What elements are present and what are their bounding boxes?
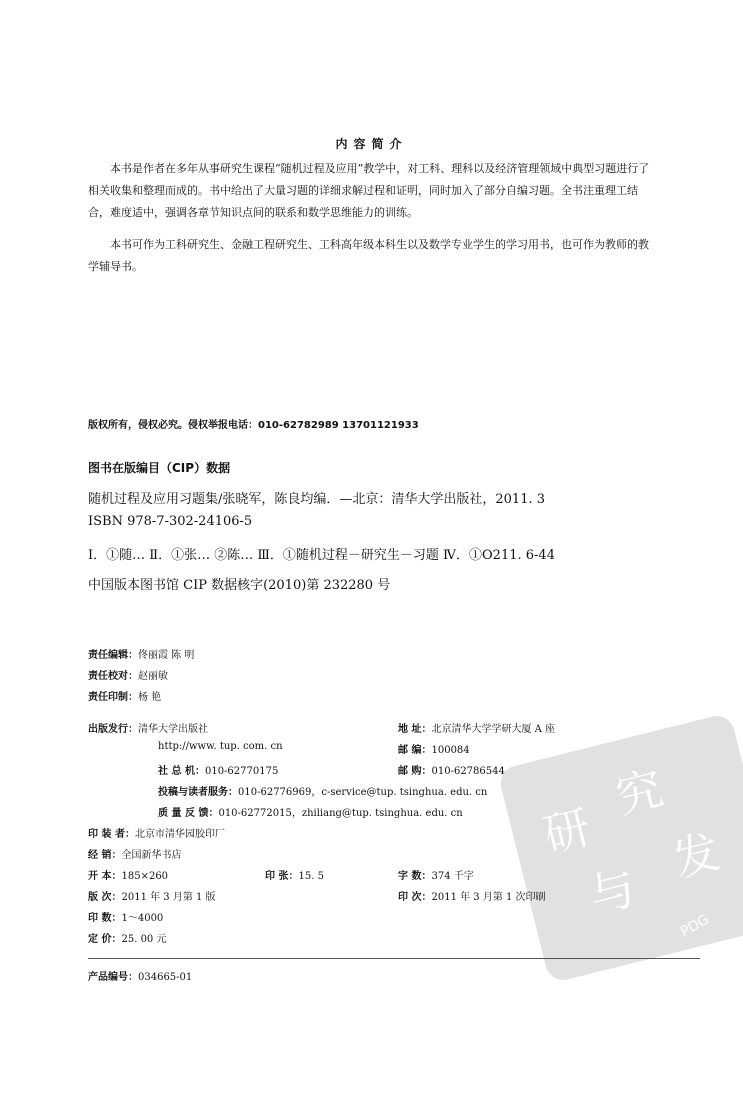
distributor-label: 经 销：: [88, 850, 122, 861]
print-run-value: 1～4000: [121, 913, 164, 924]
cip-line-1: 随机过程及应用习题集/张晓军，陈良均编．—北京：清华大学出版社，2011. 3: [88, 492, 545, 507]
word-count-label: 字 数：: [398, 871, 432, 882]
address-label: 地 址：: [398, 724, 432, 735]
print-manager-row: [88, 688, 161, 703]
issuer-value: 清华大学出版社: [138, 724, 208, 735]
reader-service-label: 投稿与读者服务：: [158, 787, 238, 798]
word-count-value: 374 千字: [431, 871, 474, 882]
issuer-row: [88, 720, 208, 735]
intro-paragraph-2: 本书可作为工科研究生、金融工程研究生、工科高年级本科生以及数学专业学生的学习用书，也可作为教师的教学辅导书。: [88, 238, 649, 273]
proofreader-value: 赵丽敏: [138, 671, 168, 682]
copyright-notice: 版权所有，侵权必究。侵权举报电话：010-62782989 13701121933: [88, 420, 419, 431]
printer-value: 北京市清华园胶印厂: [134, 829, 225, 840]
print-run-row: [88, 909, 163, 924]
cip-heading: 图书在版编目（CIP）数据: [88, 461, 231, 475]
address-value: 北京清华大学学研大厦 A 座: [431, 724, 556, 735]
switchboard-label: 社 总 机：: [158, 766, 205, 777]
intro-paragraph-1: 本书是作者在多年从事研究生课程“随机过程及应用”教学中，对工科、理科以及经济管理领域中典型习题进行了相关收集和整理而成的。书中给出了大量习题的详细求解过程和证明，同时加入了部分自编习题。全书注重理工结合，难度适中，强调各章节知识点间的联系和数学思维能力的训练。: [88, 162, 650, 219]
intro-title: 内容简介: [335, 137, 408, 151]
edition-value: 2011 年 3 月第 1 版: [121, 892, 216, 903]
zip-label: 邮 编：: [398, 745, 432, 756]
address-row: [398, 720, 555, 735]
word-count-row: [398, 867, 474, 882]
impression-label: 印 次：: [398, 892, 432, 903]
cip-classification: Ⅰ．①随… Ⅱ．①张… ②陈… Ⅲ．①随机过程－研究生－习题 Ⅳ．①O211. 6-44: [88, 548, 555, 563]
sheets-label: 印 张：: [265, 871, 299, 882]
printer-label: 印 装 者：: [88, 829, 135, 840]
impression-value: 2011 年 3 月第 1 次印刷: [431, 892, 546, 903]
cip-isbn: ISBN 978-7-302-24106-5: [88, 514, 253, 529]
quality-feedback-row: [158, 804, 463, 819]
print-manager-label: 责任印制：: [88, 692, 138, 703]
edition-label: 版 次：: [88, 892, 122, 903]
print-run-label: 印 数：: [88, 913, 122, 924]
proofreader-row: [88, 667, 168, 682]
editor-label: 责任编辑：: [88, 650, 138, 661]
mail-order-value: 010-62786544: [431, 766, 505, 777]
sheets-row: [265, 867, 324, 882]
price-value: 25. 00 元: [121, 934, 167, 945]
reader-service-row: [158, 783, 487, 798]
distributor-value: 全国新华书店: [121, 850, 182, 861]
sheets-value: 15. 5: [298, 871, 324, 882]
issuer-label: 出版发行：: [88, 724, 138, 735]
price-label: 定 价：: [88, 934, 122, 945]
zip-value: 100084: [431, 745, 470, 756]
cip-record-number: 中国版本图书馆 CIP 数据核字(2010)第 232280 号: [88, 578, 391, 593]
pdg-watermark: PDG: [678, 911, 713, 941]
website-url: http://www. tup. com. cn: [158, 741, 283, 752]
product-number-label: 产品编号：: [88, 972, 138, 983]
proofreader-label: 责任校对：: [88, 671, 138, 682]
divider-line: [88, 958, 700, 959]
zip-row: [398, 741, 470, 756]
printer-row: [88, 825, 225, 840]
product-number-row: [88, 968, 192, 983]
mail-order-label: 邮 购：: [398, 766, 432, 777]
impression-row: [398, 888, 546, 903]
quality-feedback-label: 质 量 反 馈：: [158, 808, 219, 819]
watermark-seal: 研 究 与 发: [497, 712, 743, 984]
edition-row: [88, 888, 216, 903]
format-row: [88, 867, 168, 882]
editor-value: 佟丽霞 陈 明: [138, 650, 195, 661]
switchboard-value: 010-62770175: [204, 766, 279, 777]
price-row: [88, 930, 166, 945]
distributor-row: [88, 846, 181, 861]
mail-order-row: [398, 762, 505, 777]
reader-service-value: 010-62776969，c-service@tup. tsinghua. edu. cn: [238, 787, 488, 798]
product-number-value: 034665-01: [138, 972, 193, 983]
print-manager-value: 杨 艳: [138, 692, 162, 703]
editor-row: [88, 646, 194, 661]
format-value: 185×260: [121, 871, 169, 882]
quality-feedback-value: 010-62772015，zhiliang@tup. tsinghua. edu. cn: [218, 808, 463, 819]
format-label: 开 本：: [88, 871, 122, 882]
switchboard-row: [158, 762, 278, 777]
